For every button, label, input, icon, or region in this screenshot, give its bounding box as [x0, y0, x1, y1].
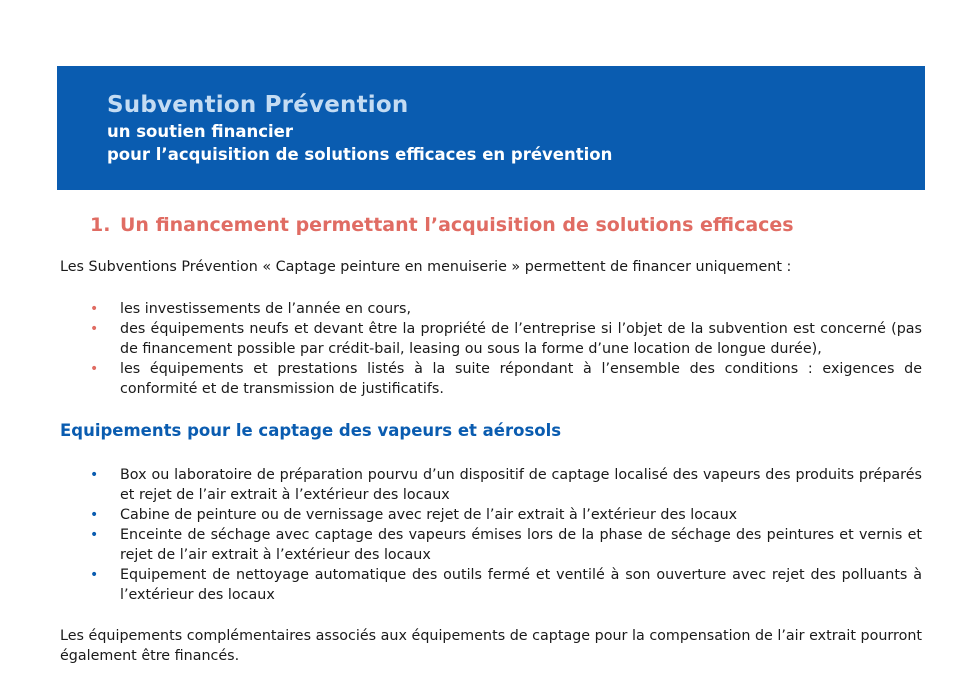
- list-item: [60, 525, 922, 565]
- bullet-icon: •: [90, 361, 99, 377]
- section-1-number: 1.: [90, 214, 111, 236]
- bullet-icon: •: [90, 301, 99, 317]
- bullet-icon: •: [90, 321, 99, 337]
- list-item-text: des équipements neufs et devant être la propriété de l’entreprise si l’objet de la subvention est concerné (pas de financement possible par crédit-bail, leasing ou sous la forme d’une location de longue durée),: [120, 321, 922, 357]
- bullet-icon: •: [90, 527, 99, 543]
- list-item-text: les investissements de l’année en cours,: [120, 301, 412, 317]
- bullet-icon: •: [90, 467, 99, 483]
- equipements-footer: Les équipements complémentaires associés aux équipements de captage pour la compensation de l’air extrait pourront également être financés.: [60, 628, 922, 664]
- header-banner: [57, 66, 925, 190]
- bullet-icon: •: [90, 507, 99, 523]
- section-1-intro: Les Subventions Prévention « Captage peinture en menuiserie » permettent de financer uniquement :: [60, 259, 792, 275]
- list-item: [60, 505, 922, 525]
- banner-title: Subvention Prévention: [107, 92, 409, 118]
- list-item: [60, 319, 922, 359]
- equipements-list: [60, 465, 922, 605]
- equipements-heading: Equipements pour le captage des vapeurs et aérosols: [60, 421, 562, 440]
- list-item: [60, 299, 922, 319]
- banner-subtitle-line-2: pour l’acquisition de solutions efficaces en prévention: [107, 145, 613, 164]
- list-item-text: Equipement de nettoyage automatique des outils fermé et ventilé à son ouverture avec rejet des polluants à l’extérieur des locaux: [120, 567, 922, 603]
- section-1-title: Un financement permettant l’acquisition de solutions efficaces: [120, 214, 794, 236]
- list-item-text: Enceinte de séchage avec captage des vapeurs émises lors de la phase de séchage des peintures et vernis et rejet de l’air extrait à l’extérieur des locaux: [120, 527, 922, 563]
- list-item-text: Box ou laboratoire de préparation pourvu d’un dispositif de captage localisé des vapeurs des produits préparés et rejet de l’air extrait à l’extérieur des locaux: [120, 467, 922, 503]
- list-item-text: Cabine de peinture ou de vernissage avec rejet de l’air extrait à l’extérieur des locaux: [120, 507, 738, 523]
- list-item-text: les équipements et prestations listés à la suite répondant à l’ensemble des conditions : exigences de conformité et de transmission de justificatifs.: [120, 361, 922, 397]
- list-item: [60, 359, 922, 399]
- list-item: [60, 465, 922, 505]
- bullet-icon: •: [90, 567, 99, 583]
- section-1-heading: [90, 212, 794, 238]
- banner-subtitle-line-1: un soutien financier: [107, 122, 293, 141]
- section-1-list: [60, 299, 922, 399]
- list-item: [60, 565, 922, 605]
